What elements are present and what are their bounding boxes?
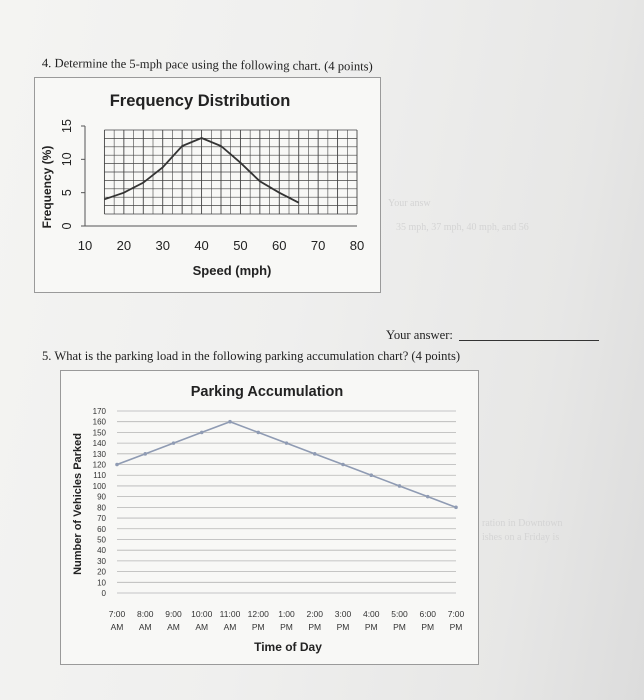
parking-chart-x-ticks (109, 609, 465, 632)
y-tick-label: 160 (92, 417, 106, 427)
x-tick-label: 50 (233, 238, 248, 253)
x-tick-label: 70 (310, 238, 326, 253)
data-point (256, 431, 260, 435)
parking-chart-title: Parking Accumulation (190, 384, 344, 400)
x-tick-label-time: 11:00 (219, 609, 241, 619)
x-tick-label-time: 12:00 (247, 609, 269, 619)
y-tick-label: 30 (97, 556, 106, 566)
data-point (369, 473, 373, 477)
x-tick-label: 40 (194, 238, 209, 253)
x-tick-label: 10 (77, 238, 93, 253)
y-tick-label: 15 (60, 119, 74, 133)
x-tick-label-time: 6:00 (419, 609, 437, 619)
frequency-chart-y-ticks (60, 119, 85, 229)
x-tick-label-ampm: AM (138, 622, 152, 632)
data-point (341, 463, 345, 467)
x-tick-label-time: 9:00 (165, 609, 182, 619)
x-tick-label-time: 7:00 (447, 609, 465, 619)
answer-field[interactable] (386, 328, 599, 343)
y-tick-label: 170 (92, 407, 106, 416)
y-tick-label: 5 (60, 189, 74, 197)
x-tick-label-ampm: PM (308, 622, 322, 632)
data-point (143, 452, 147, 456)
data-point (313, 452, 317, 456)
y-tick-label: 0 (60, 222, 74, 230)
y-tick-label: 20 (97, 567, 106, 577)
x-tick-label-ampm: PM (421, 622, 435, 632)
x-tick-label-ampm: PM (449, 622, 463, 632)
x-tick-label-ampm: PM (364, 622, 378, 632)
ghost-text-2: 35 mph, 37 mph, 40 mph, and 56 (396, 222, 529, 233)
data-point (228, 420, 232, 424)
y-tick-label: 70 (97, 514, 106, 524)
frequency-distribution-chart (34, 77, 381, 293)
y-tick-label: 110 (93, 471, 106, 481)
x-tick-label-ampm: AM (167, 622, 180, 632)
x-tick-label-ampm: PM (393, 622, 406, 632)
frequency-chart-xlabel: Speed (mph) (192, 263, 272, 278)
data-point (200, 431, 204, 435)
parking-chart-xlabel: Time of Day (254, 640, 322, 654)
x-tick-label: 80 (349, 238, 365, 253)
data-point (454, 506, 458, 510)
data-point (172, 441, 176, 445)
y-tick-label: 0 (101, 589, 106, 598)
question-4: 4. Determine the 5-mph pace using the following chart. (4 points) (41, 56, 373, 74)
y-tick-label: 100 (92, 481, 106, 491)
y-tick-label: 10 (97, 578, 106, 588)
x-tick-label-time: 3:00 (334, 609, 352, 619)
y-tick-label: 40 (97, 546, 106, 556)
x-tick-label-time: 5:00 (391, 609, 408, 619)
y-tick-label: 130 (92, 449, 106, 459)
x-tick-label-time: 4:00 (362, 609, 380, 619)
y-tick-label: 60 (97, 524, 106, 534)
x-tick-label: 20 (116, 238, 132, 253)
y-tick-label: 10 (60, 152, 74, 167)
parking-chart-ylabel: Number of Vehicles Parked (72, 433, 84, 575)
y-tick-label: 140 (92, 439, 106, 449)
frequency-chart-title: Frequency Distribution (109, 92, 291, 110)
answer-label: Your answer: (386, 328, 453, 342)
frequency-chart-grid (104, 130, 357, 214)
x-tick-label-ampm: AM (195, 622, 209, 632)
parking-chart-svg (61, 371, 478, 664)
parking-accumulation-chart (60, 370, 479, 665)
x-tick-label-time: 10:00 (191, 609, 213, 619)
x-tick-label-time: 8:00 (136, 609, 154, 619)
frequency-chart-x-ticks (78, 238, 364, 253)
data-point (398, 484, 402, 488)
x-tick-label-time: 2:00 (306, 609, 324, 619)
x-tick-label-ampm: PM (280, 622, 293, 632)
x-tick-label: 30 (155, 238, 170, 253)
data-point (426, 495, 430, 499)
x-tick-label-time: 7:00 (108, 609, 126, 619)
answer-line[interactable] (459, 340, 599, 341)
y-tick-label: 90 (97, 492, 106, 502)
x-tick-label: 60 (272, 238, 287, 253)
y-tick-label: 150 (92, 428, 106, 438)
y-tick-label: 80 (97, 503, 106, 513)
parking-chart-y-ticks (93, 407, 107, 598)
ghost-text-1: Your answ (388, 198, 431, 209)
x-tick-label-ampm: PM (251, 622, 265, 632)
frequency-chart-svg (35, 78, 380, 292)
ghost-text-4: ishes on a Friday is (482, 532, 560, 543)
y-tick-label: 50 (97, 535, 106, 545)
parking-chart-grid (117, 411, 456, 593)
x-tick-label-time: 1:00 (278, 609, 295, 619)
frequency-chart-ylabel: Frequency (%) (40, 145, 54, 229)
question-5: 5. What is the parking load in the following parking accumulation chart? (4 points) (42, 349, 461, 363)
x-tick-label-ampm: PM (336, 622, 350, 632)
y-tick-label: 120 (92, 460, 106, 470)
data-point (285, 441, 289, 445)
data-point (115, 463, 119, 467)
x-tick-label-ampm: AM (223, 622, 237, 632)
x-tick-label-ampm: AM (110, 622, 124, 632)
ghost-text-3: ration in Downtown (482, 518, 563, 529)
